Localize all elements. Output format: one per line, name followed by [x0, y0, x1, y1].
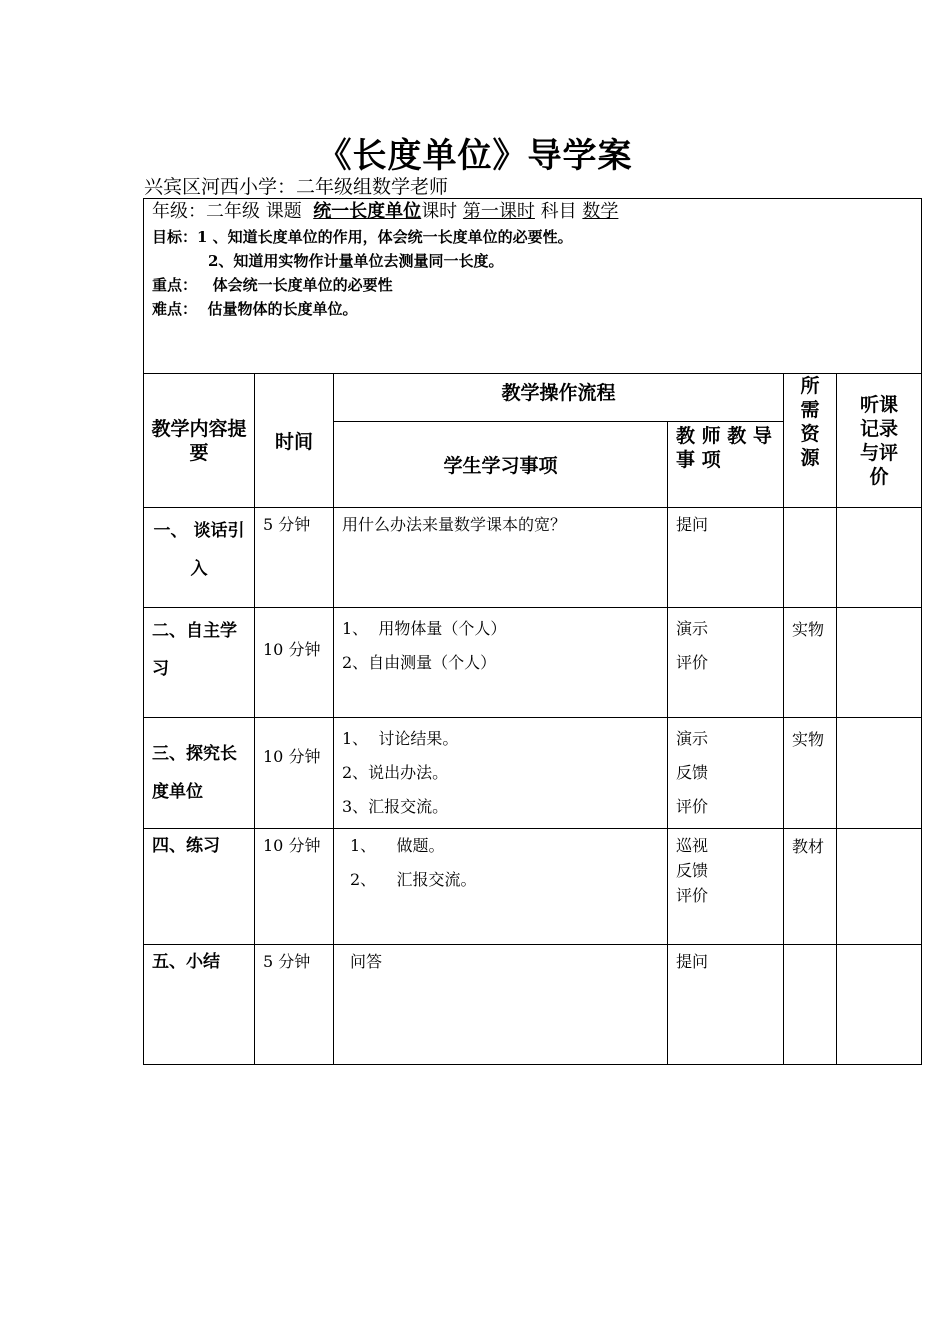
row-teacher-item: 反馈: [676, 763, 709, 782]
header-process: 教学操作流程: [334, 374, 784, 422]
header-notes: 听课记录与评价: [837, 374, 922, 508]
lesson-info-cell: [144, 199, 922, 374]
row-teacher-item: 评价: [676, 653, 709, 672]
row-section: 三、探究长度单位: [144, 718, 255, 829]
row-resource: 实物: [784, 608, 837, 718]
row-section: 一、 谈话引入: [144, 508, 255, 608]
row-teacher-items: [668, 945, 784, 1065]
table-row: [144, 608, 922, 718]
row-notes: [837, 508, 922, 608]
row-notes: [837, 829, 922, 945]
row-teacher-item: 评价: [676, 886, 709, 905]
row-section: 二、自主学习: [144, 608, 255, 718]
row-student-items: [334, 508, 668, 608]
row-time: 10 分钟: [255, 608, 334, 718]
row-notes: [837, 718, 922, 829]
row-teacher-item: 反馈: [676, 861, 709, 880]
row-student-item: 3、汇报交流。: [342, 797, 449, 816]
header-student: 学生学习事项: [334, 422, 668, 508]
row-resource: [784, 945, 837, 1065]
lesson-plan-table: [143, 198, 922, 1065]
row-section: 五、小结: [144, 945, 255, 1065]
row-student-item: 1、 用物体量（个人）: [342, 619, 507, 638]
row-student-items: [334, 829, 668, 945]
row-section: 四、练习: [144, 829, 255, 945]
row-resource: [784, 508, 837, 608]
table-row: [144, 945, 922, 1065]
row-teacher-items: [668, 829, 784, 945]
header-content: 教学内容提要: [144, 374, 255, 508]
row-student-item: 问答: [350, 952, 383, 971]
row-time: 10 分钟: [255, 718, 334, 829]
row-teacher-items: [668, 608, 784, 718]
row-teacher-item: 巡视: [676, 836, 709, 855]
table-row: [144, 718, 922, 829]
document-title: 《长度单位》导学案: [317, 136, 633, 176]
row-time: 5 分钟: [255, 945, 334, 1065]
row-student-item: 2、自由测量（个人）: [342, 653, 497, 672]
row-teacher-item: 提问: [676, 952, 709, 971]
row-student-items: [334, 718, 668, 829]
lesson-info-line: [152, 199, 913, 225]
goal-1: 目标：1 、知道长度单位的作用，体会统一长度单位的必要性。: [152, 228, 573, 246]
row-student-item: 2、 汇报交流。: [350, 870, 477, 889]
period-value: 第一课时: [462, 201, 535, 222]
table-row: [144, 829, 922, 945]
row-teacher-items: [668, 508, 784, 608]
grade-label: 年级：: [152, 201, 206, 222]
row-teacher-item: 提问: [676, 515, 709, 534]
subject-value: 数学: [582, 201, 619, 222]
row-student-item: 用什么办法来量数学课本的宽？: [342, 515, 567, 534]
row-time: 5 分钟: [255, 508, 334, 608]
row-resource: 教材: [784, 829, 837, 945]
row-teacher-item: 演示: [676, 619, 709, 638]
row-student-item: 1、 做题。: [350, 836, 445, 855]
row-time: 10 分钟: [255, 829, 334, 945]
row-notes: [837, 945, 922, 1065]
difficulty-point: 难点： 估量物体的长度单位。: [152, 300, 358, 318]
key-point: 重点： 体会统一长度单位的必要性: [152, 276, 393, 294]
row-resource: 实物: [784, 718, 837, 829]
header-teacher: 教 师 教 导 事 项: [668, 422, 784, 508]
row-teacher-item: 演示: [676, 729, 709, 748]
row-teacher-items: [668, 718, 784, 829]
row-student-items: [334, 945, 668, 1065]
topic-value: 统一长度单位: [313, 201, 422, 222]
goal-2: 2、知道用实物作计量单位去测量同一长度。: [208, 252, 504, 270]
row-student-item: 2、说出办法。: [342, 763, 449, 782]
header-time: 时间: [255, 374, 334, 508]
row-student-items: [334, 608, 668, 718]
period-label: 课时: [421, 201, 458, 222]
header-resources: 所需资源: [784, 374, 837, 508]
row-teacher-item: 评价: [676, 797, 709, 816]
row-student-item: 1、 讨论结果。: [342, 729, 459, 748]
topic-label: 课题: [265, 201, 302, 222]
author-line: 兴宾区河西小学：二年级组数学老师: [144, 176, 449, 198]
grade-value: 二年级: [206, 201, 260, 222]
row-notes: [837, 608, 922, 718]
table-row: [144, 508, 922, 608]
subject-label: 科目: [540, 201, 577, 222]
